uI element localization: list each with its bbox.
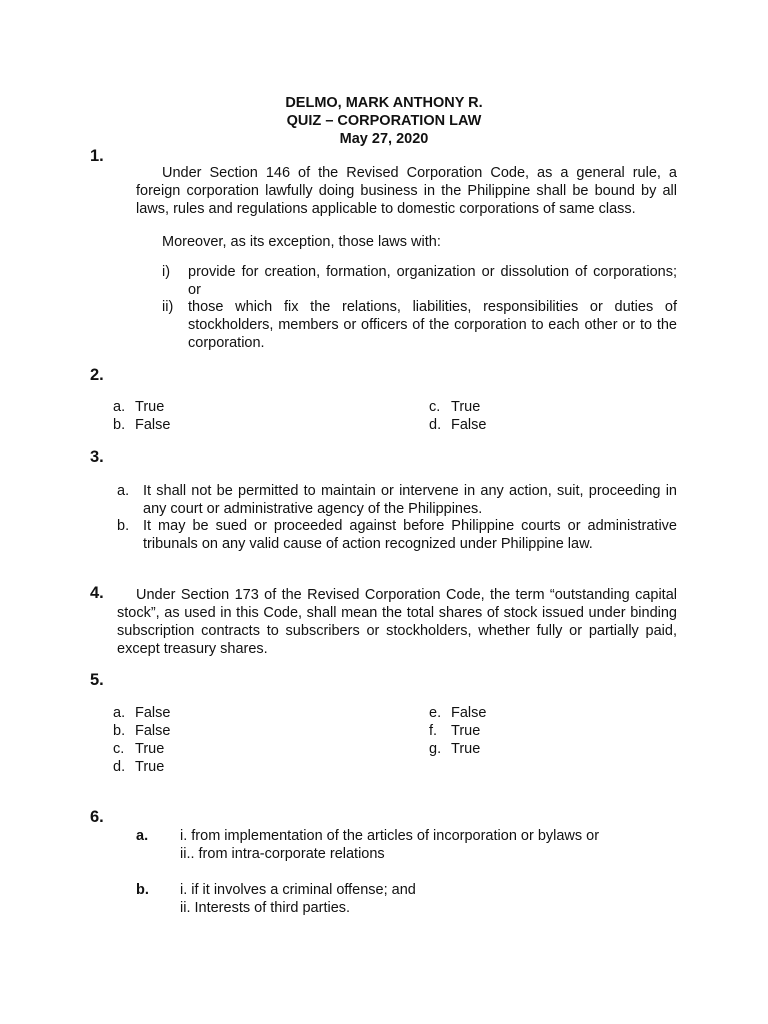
answer-2d: d. False xyxy=(429,417,487,433)
question-5-number: 5. xyxy=(90,671,104,689)
answer-5c: c. True xyxy=(113,741,165,757)
question-2-number: 2. xyxy=(90,366,104,384)
item-text: It may be sued or proceeded against before Philippine courts or administrative tribunals on any valid cause of action recognized under Philippine law. xyxy=(143,518,677,552)
item-marker: b. xyxy=(117,518,130,534)
question-1-paragraph-2: Moreover, as its exception, those laws with: xyxy=(162,234,441,250)
answer-2a: a. True xyxy=(113,399,165,415)
document-header xyxy=(0,94,768,148)
question-6-b-line-1: i. if it involves a criminal offense; and xyxy=(180,882,416,898)
question-1-item-ii xyxy=(162,298,677,352)
answer-5b: b. False xyxy=(113,723,171,739)
question-4-text: Under Section 173 of the Revised Corporation Code, the term “outstanding capital stock”, as used in this Code, shall mean the total shares of stock issued under binding subscription contracts to subscribers or stockholders, whether fully or partially paid, except treasury shares. xyxy=(117,587,677,657)
question-3-number: 3. xyxy=(90,448,104,466)
item-marker: a. xyxy=(117,483,130,499)
answer-2c: c. True xyxy=(429,399,481,415)
quiz-date: May 27, 2020 xyxy=(339,131,429,147)
item-text: provide for creation, formation, organization or dissolution of corporations; or xyxy=(188,264,677,298)
question-6-number: 6. xyxy=(90,808,104,826)
answer-5e: e. False xyxy=(429,705,487,721)
question-3-item-a xyxy=(117,482,677,518)
question-6-marker-b: b. xyxy=(136,882,149,898)
question-6-a-line-1: i. from implementation of the articles of incorporation or bylaws or xyxy=(180,828,600,844)
item-marker: ii) xyxy=(162,299,174,315)
item-marker: i) xyxy=(162,264,171,280)
answer-5a: a. False xyxy=(113,705,171,721)
student-name: DELMO, MARK ANTHONY R. xyxy=(285,95,483,111)
question-6-marker-a: a. xyxy=(136,828,149,844)
answer-5f: f. True xyxy=(429,723,481,739)
item-text: those which fix the relations, liabilities, responsibilities or duties of stockholders, members or officers of the corporation to each other or to the corporation. xyxy=(188,299,677,351)
question-6-a-line-2: ii.. from intra-corporate relations xyxy=(180,846,385,862)
answer-2b: b. False xyxy=(113,417,171,433)
answer-5g: g. True xyxy=(429,741,481,757)
quiz-title: QUIZ – CORPORATION LAW xyxy=(286,113,482,129)
question-1-paragraph-1: Under Section 146 of the Revised Corporation Code, as a general rule, a foreign corporation lawfully doing business in the Philippine shall be bound by all laws, rules and regulations applicable to domestic corporations of same class. xyxy=(136,165,677,217)
question-1-item-i xyxy=(162,263,677,299)
item-text: It shall not be permitted to maintain or intervene in any action, suit, proceeding in any court or administrative agency of the Philippines. xyxy=(143,483,677,517)
question-1-number: 1. xyxy=(90,147,104,165)
answer-5d: d. True xyxy=(113,759,165,775)
question-3-item-b xyxy=(117,517,677,553)
question-4-number: 4. xyxy=(90,584,104,602)
question-6-b-line-2: ii. Interests of third parties. xyxy=(180,900,351,916)
